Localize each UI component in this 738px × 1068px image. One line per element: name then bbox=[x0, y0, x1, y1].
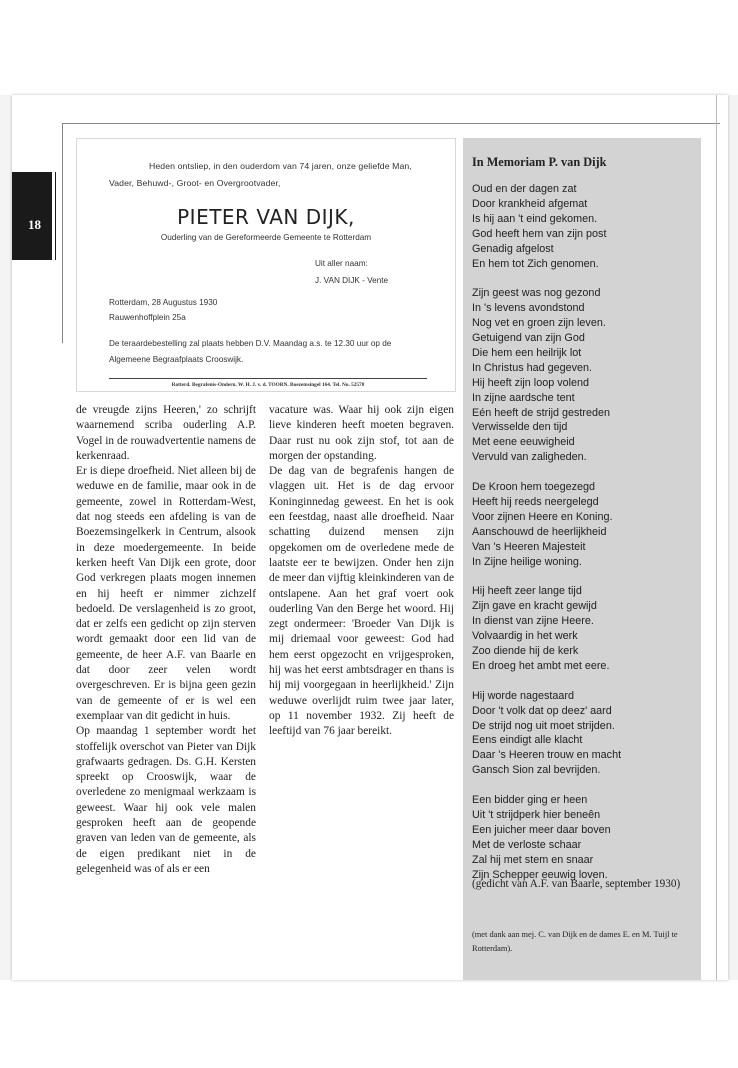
poem-line: Nog vet en groen zijn leven. bbox=[472, 317, 606, 330]
page-number-tab bbox=[12, 172, 56, 260]
poem-line: In dienst van zijne Heere. bbox=[472, 615, 594, 628]
notice-footer: Rotterd. Begrafenis-Ondern. W. H. J. v. d. TOORN. Boezemsingel 164. Tel. No. 52578 bbox=[171, 382, 365, 388]
poem-line: Verwisselde den tijd bbox=[472, 421, 568, 434]
notice-place-date: Rotterdam, 28 Augustus 1930 bbox=[109, 298, 218, 307]
paragraph: Er is diepe droefheid. Niet alleen bij de weduwe en de familie, maar ook in de gemeente, zowel in Rotterdam-West, dat nog steeds een afdeling is van de Boezemsingelkerk in Centrum, alsook in deze moedergemeente. In beide kerken heeft Van Dijk een grote, door God verkregen plaats mogen innemen en hij heeft er nimmer zichzelf bedoeld. De verslagenheid is zo groot, dat er zelfs een gedicht op zijn sterven wordt gemaakt door een lid van de gemeente, de heer A.F. van Baarle en dat door zeer velen wordt overgeschreven. Er is bijna geen gezin van de gemeente of er is wel een exemplaar van dit gedicht in huis. bbox=[76, 465, 256, 722]
poem-line: Van 's Heeren Majesteit bbox=[472, 540, 586, 553]
poem-line: Hij heeft zeer lange tijd bbox=[472, 585, 582, 598]
poem-line: Met de verloste schaar bbox=[472, 838, 582, 851]
poem-line: Oud en der dagen zat bbox=[472, 183, 577, 195]
notice-name: PIETER VAN DIJK, bbox=[177, 205, 355, 229]
poem-line: Zoo diende hij de kerk bbox=[472, 645, 579, 658]
poem-line: Hij worde nagestaard bbox=[472, 689, 575, 702]
poem-line: Getuigend van zijn God bbox=[472, 332, 585, 345]
poem-line: Zal hij met stem en snaar bbox=[472, 853, 594, 866]
poem-line: De strijd nog uit moet strijden. bbox=[472, 719, 615, 732]
death-notice bbox=[76, 138, 456, 392]
poem-line: Met eene eeuwigheid bbox=[472, 436, 575, 449]
poem-line: Een bidder ging er heen bbox=[472, 794, 588, 807]
poem-line: Zijn Schepper eeuwig loven. bbox=[472, 868, 608, 881]
acknowledgement: (met dank aan mej. C. van Dijk en de dames E. en M. Tuijl te Rotterdam). bbox=[472, 930, 678, 953]
poem-line: Voor zijnen Heere en Koning. bbox=[472, 510, 613, 523]
poem-line: Vervuld van zaligheden. bbox=[472, 451, 587, 464]
poem-line: In 's levens avondstond bbox=[472, 302, 585, 315]
poem-line: In zijne aardsche tent bbox=[472, 391, 575, 404]
notice-role: Ouderling van de Gereformeerde Gemeente te Rotterdam bbox=[160, 233, 372, 242]
poem bbox=[472, 182, 700, 897]
poem-line: Is hij aan 't eind gekomen. bbox=[472, 212, 598, 225]
poem-line: Door 't volk dat op deez' aard bbox=[472, 704, 612, 717]
poem-line: En droeg het ambt met eere. bbox=[472, 659, 610, 672]
notice-divider bbox=[109, 378, 427, 379]
left-rule bbox=[62, 123, 63, 343]
poem-line: Aanschouwd de heerlijkheid bbox=[472, 525, 607, 538]
article-column-1 bbox=[76, 403, 256, 877]
poem-line: In Christus had gegeven. bbox=[472, 361, 593, 374]
paragraph: vacature was. Waar hij ook zijn eigen lieve kinderen heeft moeten begraven. Daar rust nu ook zijn stof, tot aan de morgen der opstanding. bbox=[269, 404, 454, 462]
poem-line: Eén heeft de strijd gestreden bbox=[472, 406, 611, 419]
poem-stanza bbox=[472, 689, 700, 778]
poem-stanza bbox=[472, 480, 700, 569]
poem-stanza bbox=[472, 182, 700, 271]
poem-line: Zijn geest was nog gezond bbox=[472, 287, 601, 300]
memoriam-sidebar bbox=[463, 138, 701, 980]
notice-address: Rauwenhoffplein 25a bbox=[109, 313, 186, 322]
poem-line: Zijn gave en kracht gewijd bbox=[472, 600, 597, 613]
article-column-2 bbox=[269, 403, 454, 740]
header-rule bbox=[62, 123, 720, 124]
tab-divider bbox=[52, 172, 55, 260]
poem-line: Daar 's Heeren trouw en macht bbox=[472, 749, 622, 762]
poem-stanza bbox=[472, 584, 700, 673]
poem-line: Volvaardig in het werk bbox=[472, 630, 578, 643]
poem-line: Die hem een heilrijk lot bbox=[472, 346, 582, 359]
poem-line: Hij heeft zijn loop volend bbox=[472, 376, 590, 389]
sidebar-title: In Memoriam P. van Dijk bbox=[472, 155, 607, 169]
page-number: 18 bbox=[28, 217, 41, 232]
poem-stanza bbox=[472, 286, 700, 465]
notice-intro: Heden ontsliep, in den ouderdom van 74 jaren, onze geliefde Man, Vader, Behuwd-, Groot- en Overgrootvader, bbox=[109, 161, 412, 188]
poem-source: (gedicht van A.F. van Baarle, september 1930) bbox=[472, 878, 681, 890]
poem-line: De Kroon hem toegezegd bbox=[472, 481, 596, 494]
paragraph: Op maandag 1 september wordt het stoffelijk overschot van Pieter van Dijk grafwaarts gedragen. Ds. G.H. Kersten spreekt op Crooswijk, waar de overledene zo menigmaal werkzaam is geweest. Waar hij ook vele malen gesproken heeft aan de geopende graven van leden van de gemeente, als de eigen predikant niet in de gelegenheid was of als er een bbox=[76, 725, 256, 875]
page-edge bbox=[716, 95, 717, 980]
notice-signoff-name: J. VAN DIJK - Vente bbox=[315, 276, 389, 285]
poem-line: Genadig afgelost bbox=[472, 242, 554, 255]
poem-line: In Zijne heilige woning. bbox=[472, 555, 582, 568]
paragraph: de vreugde zijns Heeren,' zo schrijft waarnemend scriba ouderling A.P. Vogel in de rouwadvertentie namens de kerkenraad. bbox=[76, 404, 256, 462]
poem-line: Gansch Sion zal bevrijden. bbox=[472, 764, 601, 777]
notice-funeral: De teraardebestelling zal plaats hebben D.V. Maandag a.s. te 12.30 uur op de Algemeene Begraafplaats Crooswijk. bbox=[109, 339, 392, 364]
poem-stanza bbox=[472, 793, 700, 882]
poem-line: Heeft hij reeds neergelegd bbox=[472, 496, 599, 508]
poem-line: God heeft hem van zijn post bbox=[472, 227, 607, 240]
poem-line: En hem tot Zich genomen. bbox=[472, 257, 599, 270]
poem-line: Door krankheid afgemat bbox=[472, 197, 588, 210]
poem-line: Uit 't strijdperk hier beneên bbox=[472, 808, 601, 821]
notice-signoff-label: Uit aller naam: bbox=[315, 259, 368, 268]
poem-line: Een juicher meer daar boven bbox=[472, 823, 611, 836]
paragraph: De dag van de begrafenis hangen de vlaggen uit. Het is de dag ervoor Koninginnedag geweest. En het is ook een feestdag, naast alle droefheid. Naar schatting duizend mensen zijn opgekomen om de overledene mede de laatste eer te bewijzen. Onder hen zijn de meer dan vijftig kleinkinderen van de ontslapene. Aan het graf voert ook ouderling Van den Berge het woord. Hij zegt ondermeer: 'Broeder Van Dijk is mij driemaal voor geweest: God had hem eerst opgezocht en vrijgesproken, hij was het eerst ambtsdrager en thans is hij mij voorgegaan in heerlijkheid.' Zijn weduwe overlijdt ruim twee jaar later, op 11 november 1932. Zij heeft de leeftijd van 76 jaar bereikt. bbox=[269, 465, 454, 738]
poem-line: Eens eindigt alle klacht bbox=[472, 734, 583, 747]
